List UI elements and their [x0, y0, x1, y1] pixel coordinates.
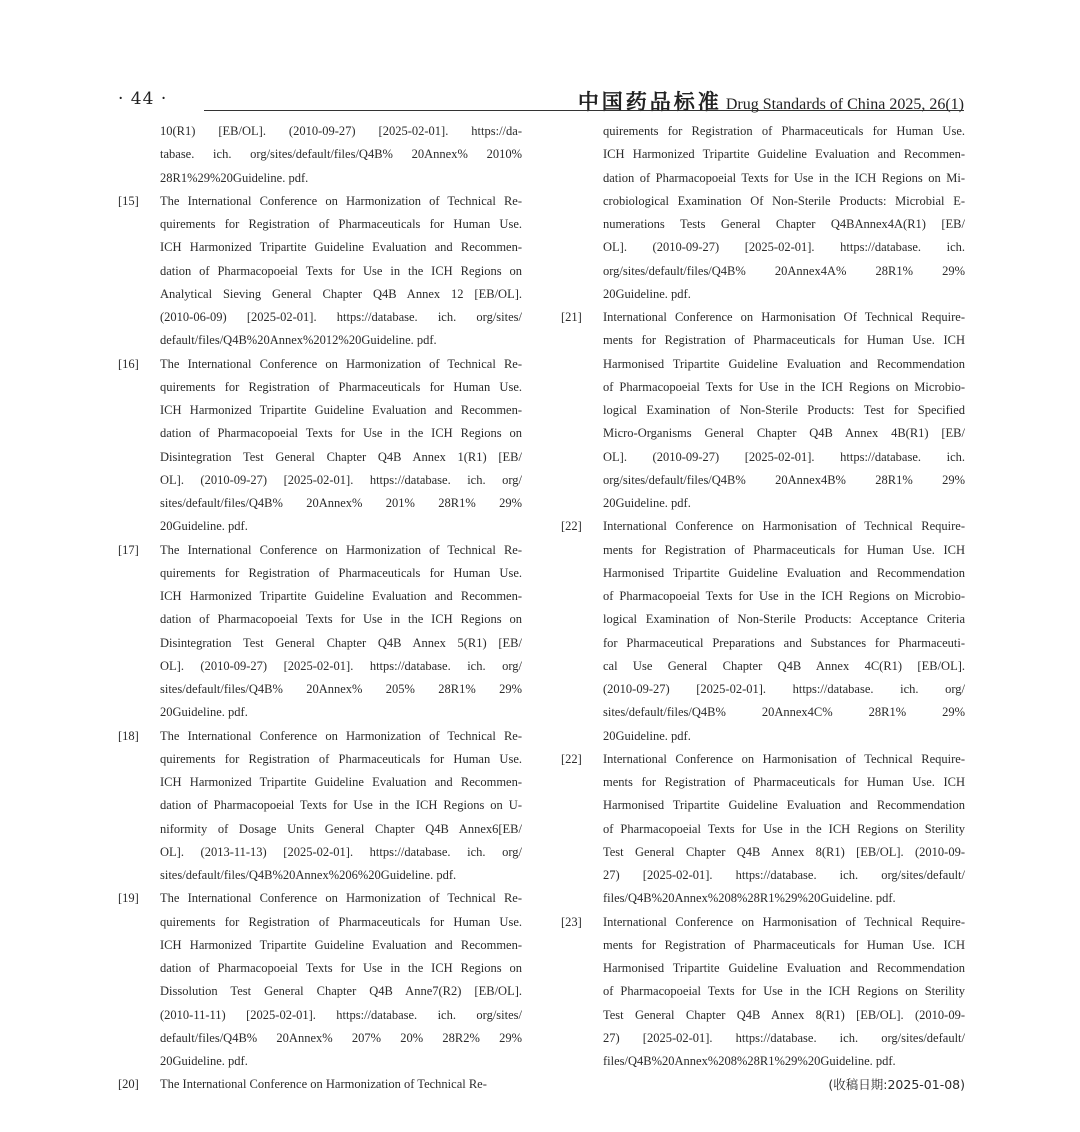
reference-line: ments for Registration of Pharmaceuticals for Human Use. ICH	[603, 937, 965, 952]
reference-line: 20Guideline. pdf.	[603, 728, 691, 743]
journal-title	[578, 86, 964, 116]
reference-line: 20Guideline. pdf.	[603, 496, 691, 510]
left-column	[118, 120, 522, 1097]
reference-continuation	[561, 120, 965, 306]
reference-number: [21]	[561, 310, 582, 324]
reference-line: crobiological Examination Of Non-Sterile Products: Microbial E-	[603, 193, 965, 208]
reference-line: (2010-06-09) [2025-02-01]. https://database. ich. org/sites/	[160, 310, 522, 324]
reference-line: numerations Tests General Chapter Q4BAnnex4A(R1) [EB/	[603, 217, 965, 231]
reference-line: dation of Pharmacopoeial Texts for Use in the ICH Regions on U-	[160, 798, 522, 813]
reference-line: ICH Harmonized Tripartite Guideline Evaluation and Recommen-	[160, 937, 522, 952]
reference-number: [20]	[118, 1077, 139, 1092]
reference-line: org/sites/default/files/Q4B% 20Annex4B% 28R1% 29%	[603, 472, 965, 487]
reference-line: Harmonised Tripartite Guideline Evaluation and Recommendation	[603, 565, 965, 580]
reference-line: of Pharmacopoeial Texts for Use in the ICH Regions on Sterility	[603, 984, 965, 999]
reference-line: ments for Registration of Pharmaceuticals for Human Use. ICH	[603, 542, 965, 557]
reference-line: sites/default/files/Q4B%20Annex%206%20Guideline. pdf.	[160, 868, 457, 882]
reference-line: 28R1%29%20Guideline. pdf.	[160, 170, 309, 185]
reference-line: Disintegration Test General Chapter Q4B Annex 1(R1) [EB/	[160, 449, 522, 464]
reference-line: dation of Pharmacopoeial Texts for Use in the ICH Regions on	[160, 426, 522, 441]
reference-line: ICH Harmonized Tripartite Guideline Evaluation and Recommen-	[160, 403, 522, 417]
reference-entry	[561, 515, 965, 748]
reference-line: quirements for Registration of Pharmaceuticals for Human Use.	[160, 751, 522, 766]
reference-entry	[118, 539, 522, 725]
received-date: (收稿日期:2025-01-08)	[828, 1077, 965, 1093]
reference-line: Micro-Organisms General Chapter Q4B Annex 4B(R1) [EB/	[603, 426, 965, 441]
reference-line: sites/default/files/Q4B% 20Annex% 205% 28R1% 29%	[160, 682, 522, 696]
reference-line: Analytical Sieving General Chapter Q4B Annex 12 [EB/OL].	[160, 286, 522, 301]
reference-line: 20Guideline. pdf.	[603, 286, 691, 301]
reference-line: of Pharmacopoeial Texts for Use in the ICH Regions on Microbio-	[603, 589, 965, 603]
reference-line: default/files/Q4B%20Annex%2012%20Guideline. pdf.	[160, 333, 437, 348]
reference-line: quirements for Registration of Pharmaceuticals for Human Use.	[160, 565, 522, 580]
reference-line: Test General Chapter Q4B Annex 8(R1) [EB/OL]. (2010-09-	[603, 844, 965, 859]
reference-line: Disintegration Test General Chapter Q4B Annex 5(R1) [EB/	[160, 635, 522, 650]
reference-number: [19]	[118, 891, 139, 906]
reference-line: dation of Pharmacopoeial Texts for Use in the ICH Regions on	[160, 612, 522, 627]
page-header	[118, 86, 964, 112]
reference-number: [17]	[118, 542, 139, 557]
reference-line: quirements for Registration of Pharmaceuticals for Human Use.	[160, 914, 522, 929]
reference-line: The International Conference on Harmonization of Technical Re-	[160, 1077, 487, 1092]
reference-line: OL]. (2010-09-27) [2025-02-01]. https://database. ich. org/	[160, 472, 522, 487]
reference-entry	[118, 887, 522, 1073]
reference-line: The International Conference on Harmonization of Technical Re-	[160, 193, 522, 208]
reference-line: 20Guideline. pdf.	[160, 705, 248, 720]
reference-line: niformity of Dosage Units General Chapter Q4B Annex6[EB/	[160, 821, 522, 836]
reference-line: The International Conference on Harmonization of Technical Re-	[160, 542, 522, 557]
reference-line: of Pharmacopoeial Texts for Use in the ICH Regions on Microbio-	[603, 379, 965, 394]
reference-line: ments for Registration of Pharmaceuticals for Human Use. ICH	[603, 775, 965, 789]
reference-line: International Conference on Harmonisation of Technical Require-	[603, 751, 965, 766]
reference-line: International Conference on Harmonisation Of Technical Require-	[603, 310, 965, 324]
reference-entry	[118, 725, 522, 888]
reference-line: The International Conference on Harmonization of Technical Re-	[160, 728, 522, 743]
header-rule	[204, 110, 964, 111]
reference-line: of Pharmacopoeial Texts for Use in the ICH Regions on Sterility	[603, 821, 965, 836]
reference-line: files/Q4B%20Annex%208%28R1%29%20Guideline. pdf.	[603, 1054, 896, 1068]
reference-line: sites/default/files/Q4B% 20Annex4C% 28R1% 29%	[603, 705, 965, 720]
reference-number: [22]	[561, 519, 582, 534]
reference-line: ICH Harmonized Tripartite Guideline Evaluation and Recommen-	[160, 589, 522, 603]
reference-entry	[561, 306, 965, 515]
reference-line: The International Conference on Harmonization of Technical Re-	[160, 356, 522, 371]
reference-entry	[118, 1073, 522, 1096]
reference-number: [22]	[561, 751, 582, 766]
reference-line: 27) [2025-02-01]. https://database. ich. org/sites/default/	[603, 1030, 965, 1045]
reference-entry	[118, 353, 522, 539]
reference-line: files/Q4B%20Annex%208%28R1%29%20Guideline. pdf.	[603, 891, 896, 906]
reference-line: ICH Harmonized Tripartite Guideline Evaluation and Recommen-	[160, 775, 522, 789]
reference-line: dation of Pharmacopoeial Texts for Use in the ICH Regions on	[160, 263, 522, 278]
journal-title-chinese: 中国药品标准	[577, 89, 722, 114]
reference-line: for Pharmaceutical Preparations and Substances for Pharmaceuti-	[603, 635, 965, 650]
reference-line: quirements for Registration of Pharmaceuticals for Human Use.	[160, 217, 522, 231]
reference-entry	[561, 748, 965, 911]
reference-line: quirements for Registration of Pharmaceuticals for Human Use.	[603, 124, 965, 138]
reference-line: dation of Pharmacopoeial Texts for Use in the ICH Regions on Mi-	[603, 170, 965, 185]
reference-line: 27) [2025-02-01]. https://database. ich. org/sites/default/	[603, 868, 965, 882]
reference-number: [18]	[118, 728, 139, 743]
reference-line: default/files/Q4B% 20Annex% 207% 20% 28R2% 29%	[160, 1030, 522, 1045]
reference-line: The International Conference on Harmonization of Technical Re-	[160, 891, 522, 906]
reference-line: International Conference on Harmonisation of Technical Require-	[603, 914, 965, 929]
reference-number: [16]	[118, 356, 139, 371]
reference-line: OL]. (2010-09-27) [2025-02-01]. https://database. ich. org/	[160, 658, 522, 673]
reference-line: Harmonised Tripartite Guideline Evaluation and Recommendation	[603, 961, 965, 975]
reference-line: tabase. ich. org/sites/default/files/Q4B% 20Annex% 2010%	[160, 147, 522, 162]
page-number: · 44 ·	[118, 89, 168, 109]
reference-line: (2010-11-11) [2025-02-01]. https://database. ich. org/sites/	[160, 1007, 522, 1022]
reference-line: quirements for Registration of Pharmaceuticals for Human Use.	[160, 379, 522, 394]
journal-title-english: Drug Standards of China 2025, 26(1)	[725, 96, 964, 113]
reference-line: ments for Registration of Pharmaceuticals for Human Use. ICH	[603, 333, 965, 348]
reference-line: ICH Harmonized Tripartite Guideline Evaluation and Recommen-	[603, 147, 965, 162]
reference-line: 20Guideline. pdf.	[160, 519, 248, 534]
reference-line: 10(R1) [EB/OL]. (2010-09-27) [2025-02-01]. https://da-	[160, 124, 522, 138]
reference-line: OL]. (2013-11-13) [2025-02-01]. https://database. ich. org/	[160, 844, 522, 859]
reference-line: Harmonised Tripartite Guideline Evaluation and Recommendation	[603, 356, 965, 371]
reference-line: OL]. (2010-09-27) [2025-02-01]. https://database. ich.	[603, 240, 965, 255]
reference-line: Harmonised Tripartite Guideline Evaluation and Recommendation	[603, 798, 965, 813]
reference-entry	[118, 190, 522, 353]
reference-number: [23]	[561, 914, 582, 929]
reference-line: dation of Pharmacopoeial Texts for Use in the ICH Regions on	[160, 961, 522, 975]
right-column	[561, 120, 965, 1097]
reference-line: logical Examination of Non-Sterile Products: Acceptance Criteria	[603, 612, 965, 627]
reference-line: ICH Harmonized Tripartite Guideline Evaluation and Recommen-	[160, 240, 522, 255]
reference-continuation	[118, 120, 522, 190]
reference-line: Dissolution Test General Chapter Q4B Anne7(R2) [EB/OL].	[160, 984, 522, 999]
reference-line: sites/default/files/Q4B% 20Annex% 201% 28R1% 29%	[160, 496, 522, 510]
reference-line: org/sites/default/files/Q4B% 20Annex4A% 28R1% 29%	[603, 263, 965, 278]
reference-line: cal Use General Chapter Q4B Annex 4C(R1) [EB/OL].	[603, 658, 965, 673]
reference-line: 20Guideline. pdf.	[160, 1054, 248, 1068]
reference-number: [15]	[118, 193, 139, 208]
reference-line: (2010-09-27) [2025-02-01]. https://database. ich. org/	[603, 682, 965, 696]
reference-line: OL]. (2010-09-27) [2025-02-01]. https://database. ich.	[603, 449, 965, 464]
reference-line: Test General Chapter Q4B Annex 8(R1) [EB/OL]. (2010-09-	[603, 1007, 965, 1022]
reference-line: International Conference on Harmonisation of Technical Require-	[603, 519, 965, 534]
reference-entry	[561, 911, 965, 1074]
reference-line: logical Examination of Non-Sterile Products: Test for Specified	[603, 403, 965, 417]
